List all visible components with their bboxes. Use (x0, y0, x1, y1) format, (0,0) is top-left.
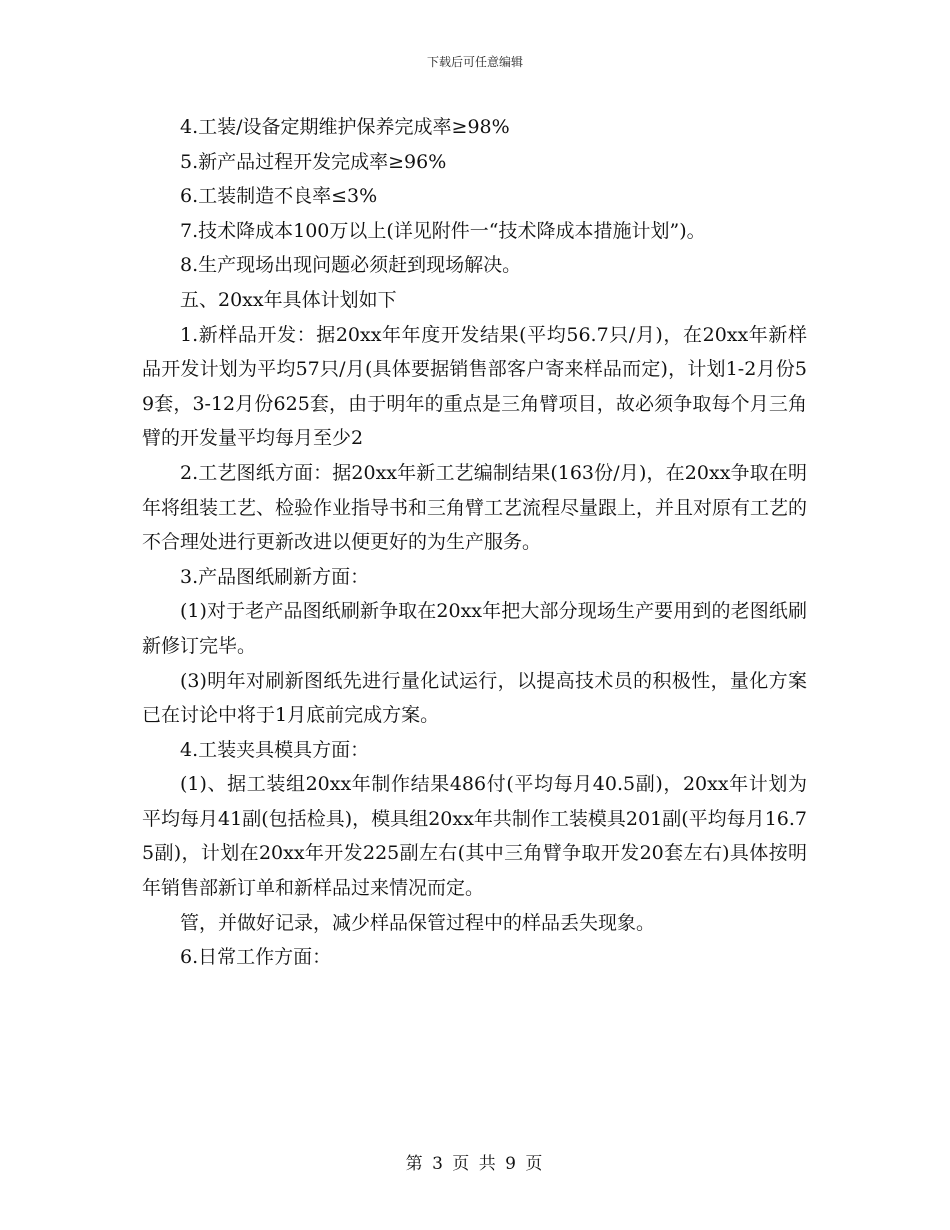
paragraph-daily-work-heading: 6.日常工作方面： (180, 946, 332, 969)
paragraph-onsite-problems: 8.生产现场出现问题必须赶到现场解决。 (180, 254, 522, 277)
paragraph-maintenance-rate: 4.工装/设备定期维护保养完成率≥98% (180, 116, 510, 138)
paragraph-tooling-plan: (1)、据工装组20xx年制作结果486付(平均每月40.5副)，20xx年计划为平均每月41副(包括检具)，模具组20xx年共制作工装模具201副(平均每月16.75副)，计划在20xx年开发225副左右(其中三角臂争取开发20套左右)具体按明年销售部新订单和新样品过来情况而定。 (142, 773, 807, 900)
paragraph-new-product-rate: 5.新产品过程开发完成率≥96% (180, 150, 447, 173)
page-header-note: 下载后可任意编辑 (426, 55, 523, 69)
paragraph-process-drawings: 2.工艺图纸方面：据20xx年新工艺编制结果(163份/月)，在20xx争取在明年将组装工艺、检验作业指导书和三角臂工艺流程尽量跟上，并且对原有工艺的不合理处进行更新改进以便更好的为生产服务。 (142, 461, 808, 554)
paragraph-tooling-heading: 4.工装夹具模具方面： (180, 738, 370, 761)
page-number: 第 3 页 共 9 页 (405, 1154, 545, 1174)
paragraph-drawing-refresh-3: (3)明年对刷新图纸先进行量化试运行，以提高技术员的积极性，量化方案已在讨论中将于1月底前完成方案。 (142, 669, 807, 727)
paragraph-drawing-refresh-1: (1)对于老产品图纸刷新争取在20xx年把大部分现场生产要用到的老图纸刷新修订完毕。 (142, 600, 807, 657)
paragraph-sample-development: 1.新样品开发：据20xx年年度开发结果(平均56.7只/月)，在20xx年新样品开发计划为平均57只/月(具体要据销售部客户寄来样品而定)，计划1-2月份59套，3-12月份625套，由于明年的重点是三角臂项目，故必须争取每个月三角臂的开发量平均每月至少2 (142, 323, 807, 450)
paragraph-drawing-refresh-heading: 3.产品图纸刷新方面： (180, 565, 370, 588)
paragraph-defect-rate: 6.工装制造不良率≤3% (180, 185, 378, 208)
paragraph-sample-custody: 管，并做好记录，减少样品保管过程中的样品丢失现象。 (180, 911, 656, 934)
document-body (142, 110, 807, 975)
paragraph-cost-reduction: 7.技术降成本100万以上(详见附件一“技术降成本措施计划”)。 (180, 219, 706, 242)
section-heading-plan: 五、20xx年具体计划如下 (180, 288, 397, 311)
